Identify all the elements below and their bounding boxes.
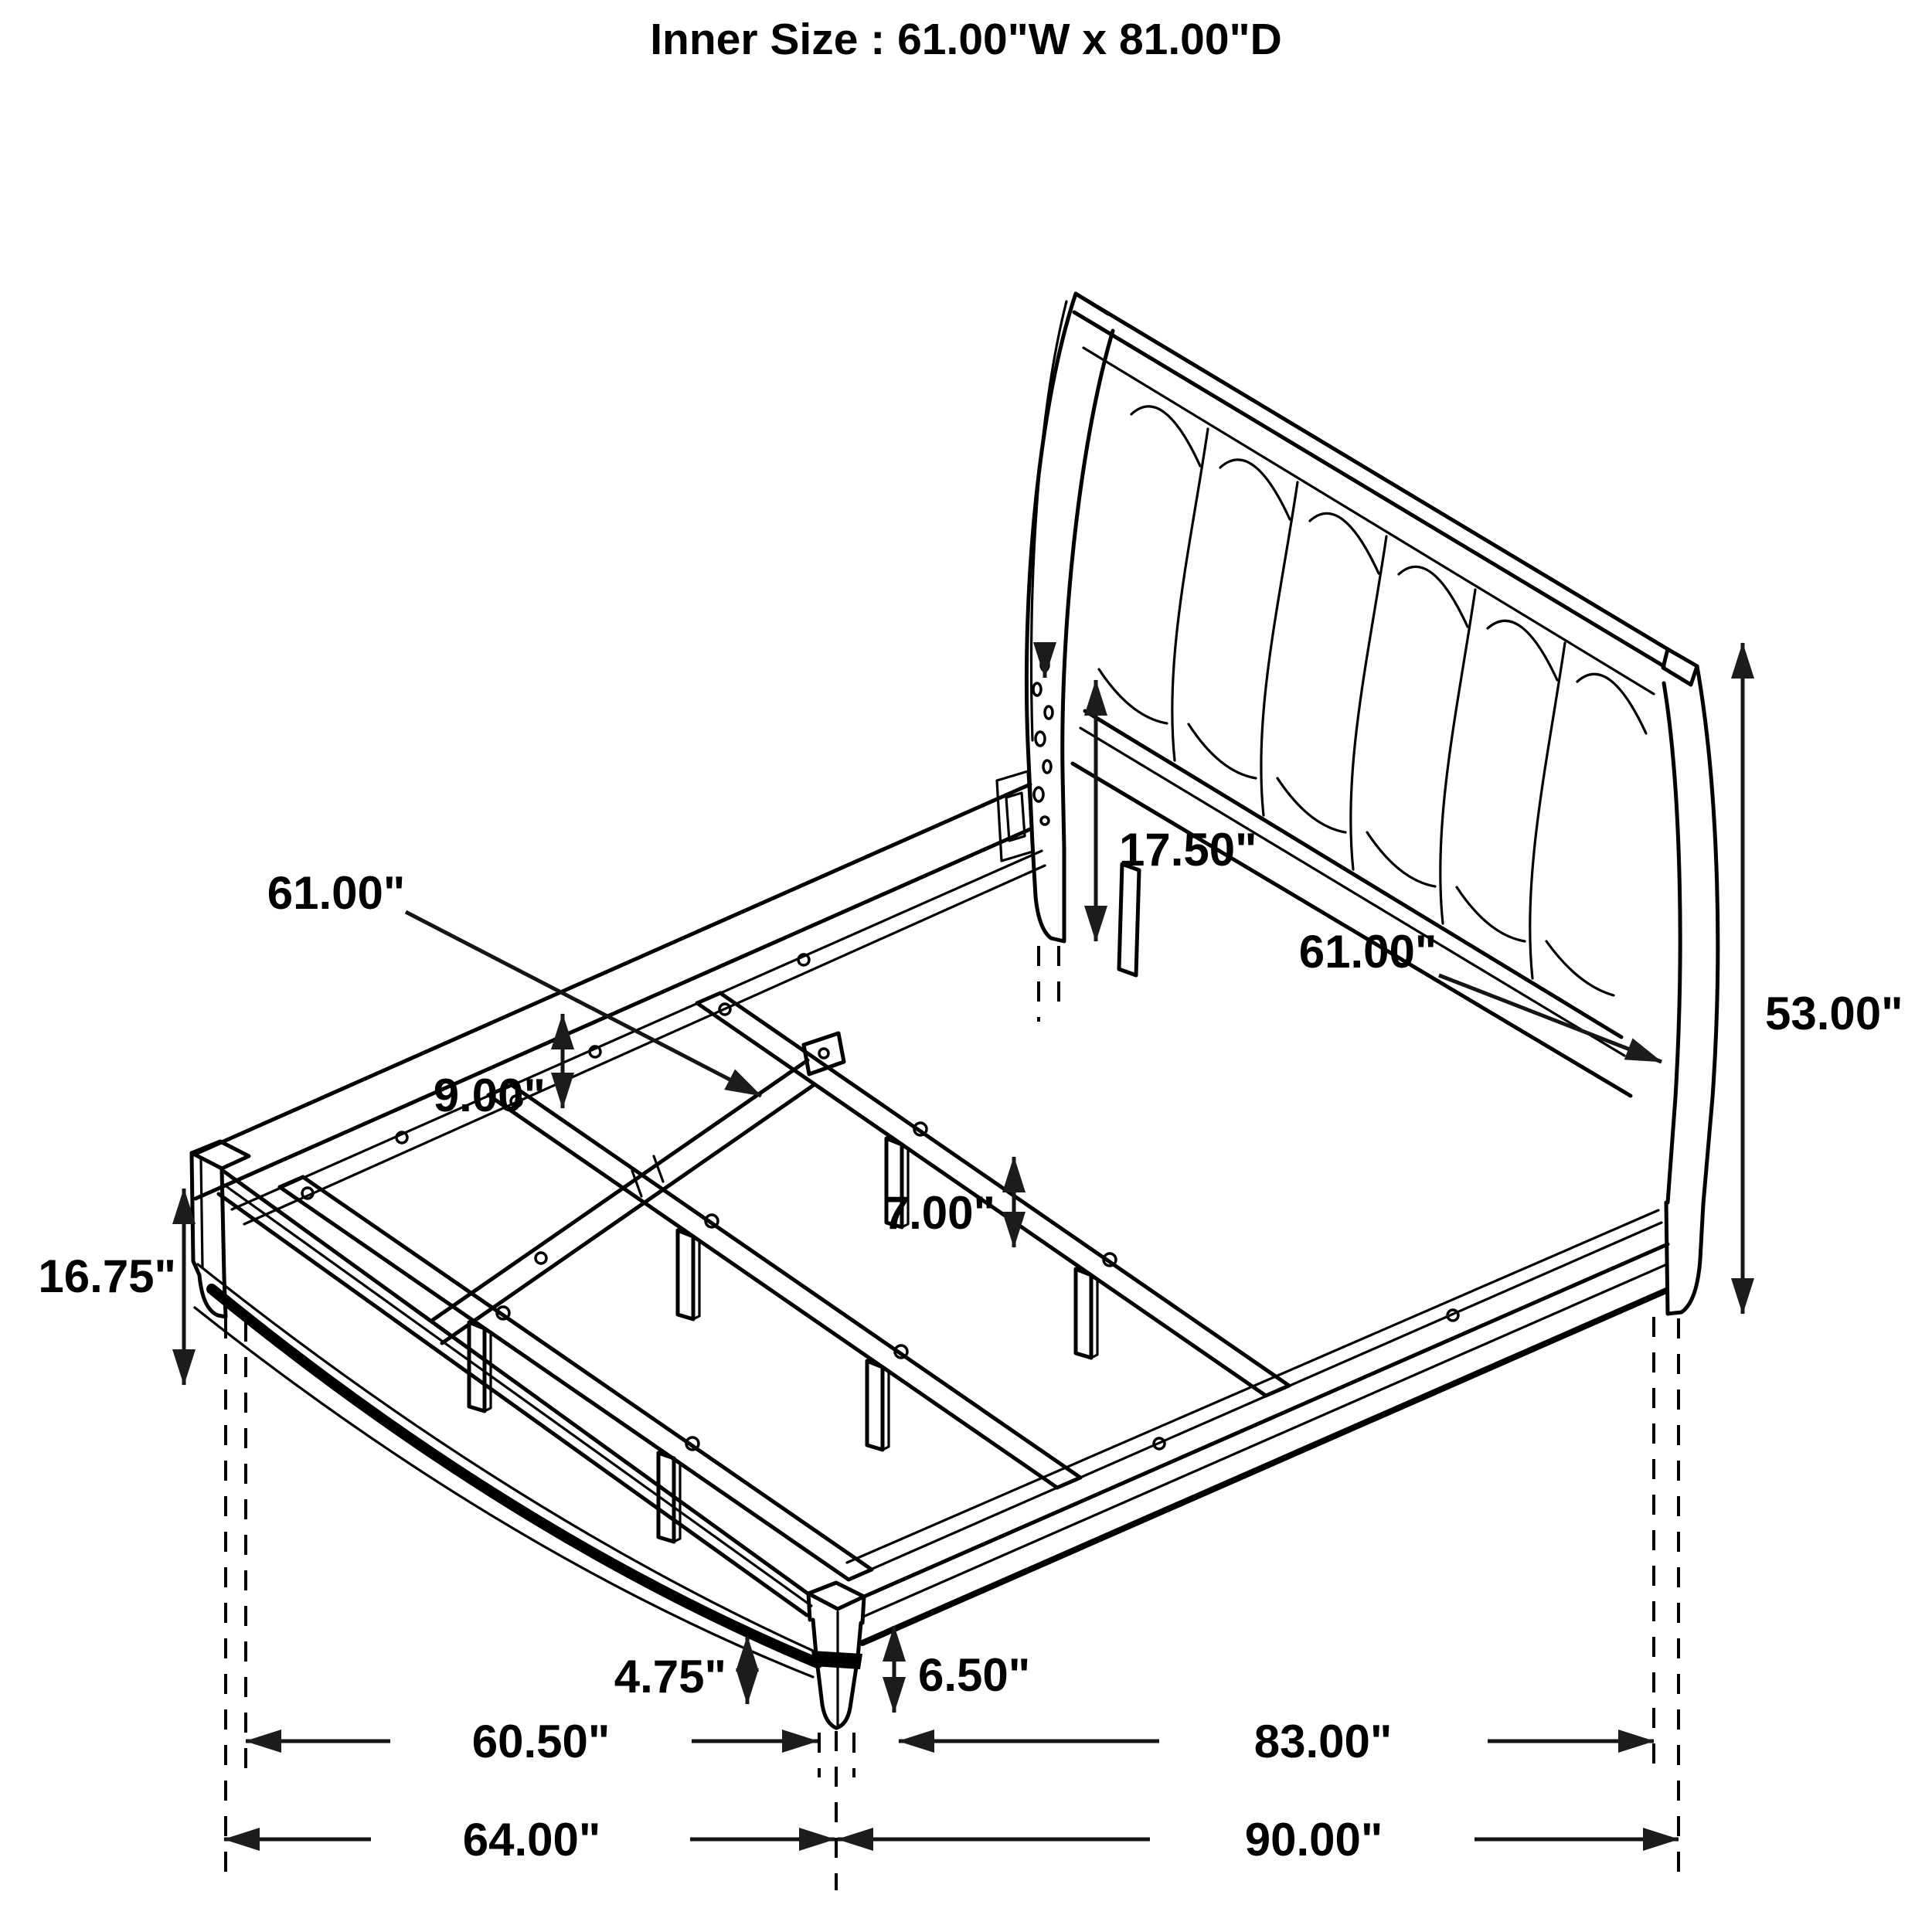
dimension-label-footboard-leg-height: 4.75" bbox=[614, 1651, 726, 1702]
front-corner-leg bbox=[808, 1583, 864, 1728]
dimension-side-rail-height bbox=[434, 1014, 563, 1121]
dimension-label-side-rail-height: 9.00" bbox=[433, 1070, 546, 1121]
dimension-inner-depth-bottom bbox=[899, 1716, 1654, 1767]
dimension-label-footboard-height: 16.75" bbox=[38, 1250, 176, 1302]
dimension-footboard-leg-height bbox=[614, 1636, 747, 1704]
headboard-mounting-holes bbox=[1033, 658, 1053, 825]
left-rail bbox=[196, 784, 1030, 1154]
dimension-outer-depth bbox=[838, 1814, 1679, 1866]
dimension-footboard-height bbox=[38, 1189, 184, 1385]
headboard-center-support bbox=[1119, 864, 1139, 975]
dimension-label-slat-support-leg-height: 7.00" bbox=[883, 1187, 995, 1239]
headboard-right-leg bbox=[1666, 1202, 1703, 1314]
dimension-label-inner-width-right: 61.00" bbox=[1298, 926, 1437, 978]
headboard-left-leg bbox=[1032, 844, 1064, 941]
dimension-corner-leg-height bbox=[894, 1626, 1030, 1713]
frame bbox=[192, 784, 1668, 1728]
dimension-label-inner-width-top: 61.00" bbox=[267, 867, 406, 919]
leader-line bbox=[406, 912, 761, 1096]
upholstery-channels bbox=[1099, 406, 1646, 995]
page-title: Inner Size : 61.00"W x 81.00"D bbox=[650, 15, 1282, 64]
footboard bbox=[195, 1172, 818, 1677]
dimension-inner-width-bottom bbox=[246, 1716, 818, 1767]
dimension-label-inner-depth-bottom: 83.00" bbox=[1253, 1716, 1393, 1767]
headboard bbox=[997, 294, 1718, 1314]
slat bbox=[280, 1177, 872, 1580]
dimension-label-headboard-panel-clearance: 17.50" bbox=[1119, 824, 1257, 876]
dimension-outer-width bbox=[224, 1814, 835, 1866]
slat-system bbox=[280, 993, 1289, 1580]
dimension-label-outer-depth: 90.00" bbox=[1244, 1814, 1383, 1866]
dimension-label-corner-leg-height: 6.50" bbox=[918, 1649, 1031, 1701]
dimension-headboard-height bbox=[1743, 643, 1903, 1314]
dimension-headboard-panel-clearance bbox=[1045, 646, 1257, 941]
headboard-right-cap bbox=[1663, 649, 1697, 685]
dimensions bbox=[38, 643, 1903, 1866]
dimension-label-headboard-height: 53.00" bbox=[1765, 988, 1903, 1039]
dimension-label-outer-width: 64.00" bbox=[462, 1814, 601, 1866]
dimension-label-inner-width-bottom: 60.50" bbox=[471, 1716, 611, 1767]
